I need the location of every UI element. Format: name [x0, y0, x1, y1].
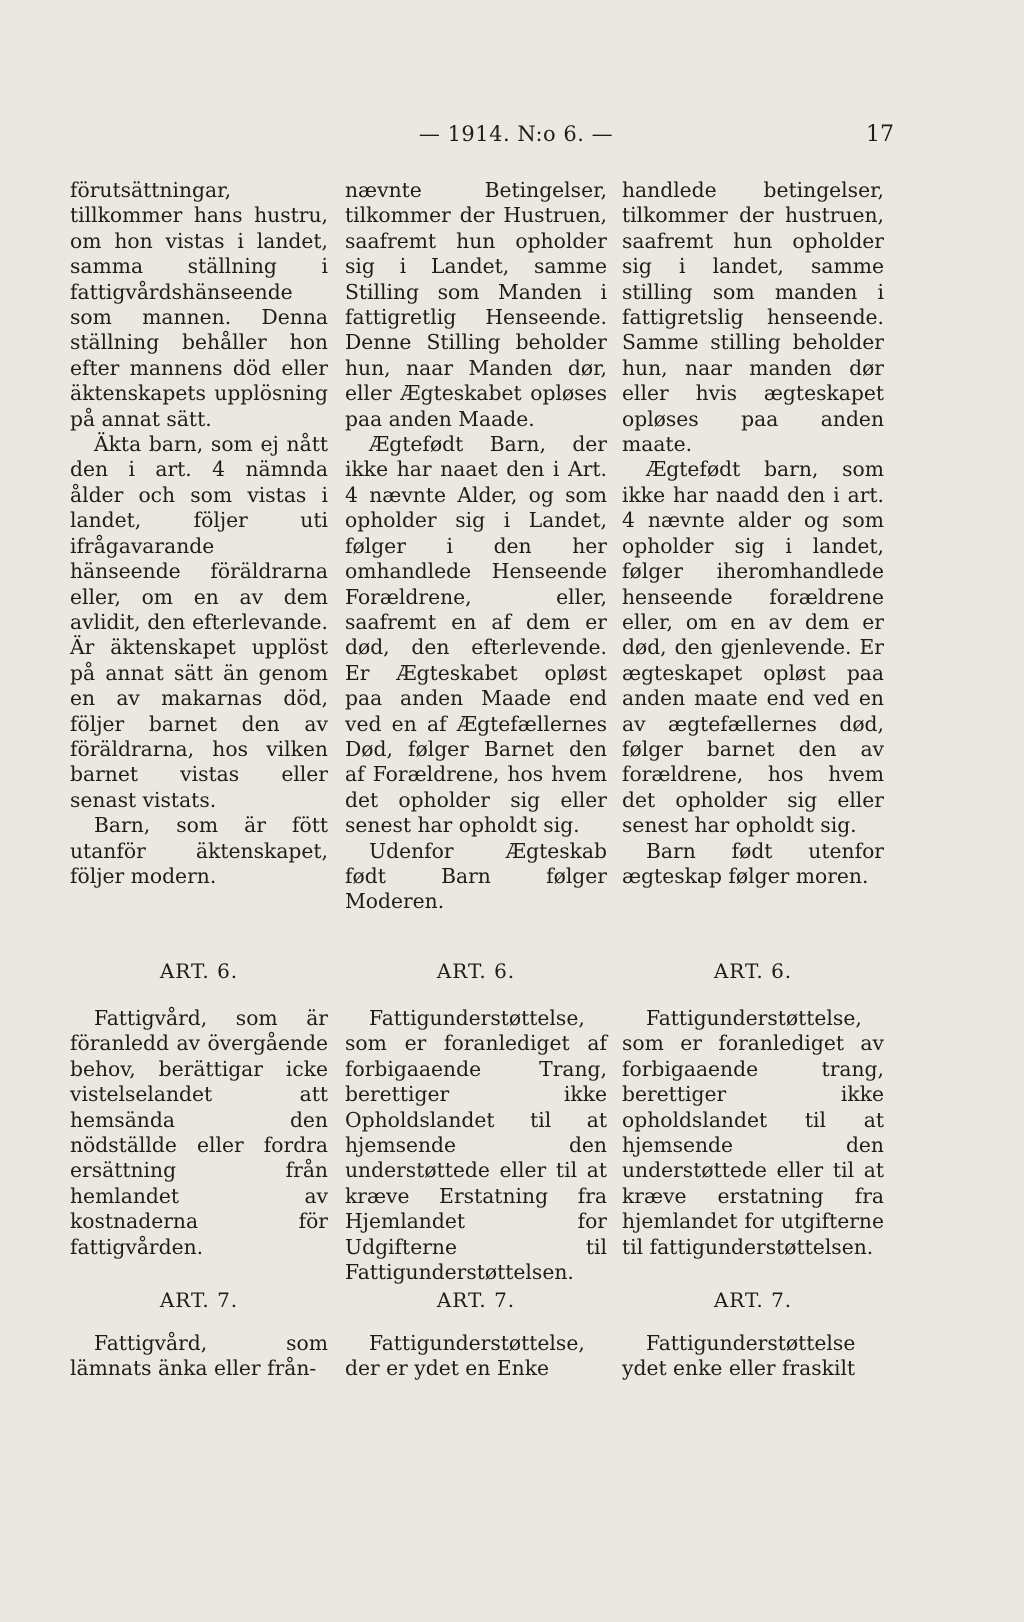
- intro-text: [345, 178, 607, 915]
- article-heading: ART. 6.: [713, 959, 793, 983]
- article-6: [345, 959, 607, 1285]
- article-7: [70, 1288, 328, 1382]
- page-header: [60, 122, 894, 162]
- column-norwegian: [622, 178, 884, 1381]
- paragraph: Barn, som är fött utanför äktenskapet, följer modern.: [70, 813, 328, 888]
- article-7: [622, 1288, 884, 1382]
- running-head: — 1914. N:o 6. —: [418, 122, 614, 146]
- article-6: [70, 959, 328, 1260]
- column-danish: [345, 178, 607, 1381]
- paragraph: Fattigunderstøttelse, som er foranlediget af forbigaaende Trang, berettiger ikke Opholdslandet til at hjemsende den understøttede eller til at kræve Erstatning fra Hjemlandet for Udgifterne til Fattigunderstøttelsen.: [345, 1006, 607, 1285]
- paragraph: förutsättningar, tillkommer hans hustru, om hon vistas i landet, samma ställning i fattigvårdshänseende som mannen. Denna ställning behåller hon efter mannens död eller äktenskapets upplösning på annat sätt.: [70, 178, 328, 431]
- paragraph: Ægtefødt Barn, der ikke har naaet den i Art. 4 nævnte Alder, og som opholder sig i Landet, følger i den her omhandlede Henseende Forældrene, eller, saafremt en af dem er død, den efterlevende. Er Ægteskabet opløst paa anden Maade end ved en af Ægtefællernes Død, følger Barnet den af Forældrene, hos hvem det opholder sig eller senest har opholdt sig.: [345, 432, 607, 838]
- paragraph: handlede betingelser, tilkommer der hustruen, saafremt hun opholder sig i landet, samme stilling som manden i fattigretslig henseende. Samme stilling beholder hun, naar manden dør eller hvis ægteskapet opløses paa anden maate.: [622, 178, 884, 457]
- column-swedish: [70, 178, 328, 1381]
- intro-text: [622, 178, 884, 889]
- intro-text: [70, 178, 328, 889]
- paragraph: Ægtefødt barn, som ikke har naadd den i art. 4 nævnte alder og som opholder sig i landet, følger iheromhandlede henseende forældrene eller, om en av dem er død, den gjenlevende. Er ægteskapet opløst paa anden maate end ved en av ægtefællernes død, følger barnet den av forældrene, hos hvem det opholder sig eller senest har opholdt sig.: [622, 457, 884, 838]
- article-6: [622, 959, 884, 1260]
- paragraph: Fattigunderstøttelse, der er ydet en Enke: [345, 1331, 585, 1381]
- article-heading: ART. 7.: [159, 1288, 239, 1312]
- article-7: [345, 1288, 607, 1382]
- paragraph: Äkta barn, som ej nått den i art. 4 nämnda ålder och som vistas i landet, följer uti ifrågavarande hänseende föräldrarna eller, om en av dem avlidit, den efterlevande. Är äktenskapet upplöst på annat sätt än genom en av makarnas död, följer barnet den av föräldrarna, hos vilken barnet vistas eller senast vistats.: [70, 432, 328, 812]
- article-heading: ART. 6.: [159, 959, 239, 983]
- article-heading: ART. 6.: [436, 959, 516, 983]
- paragraph: Fattigunderstøttelse ydet enke eller fraskilt: [622, 1331, 856, 1381]
- paragraph: Barn født utenfor ægteskap følger moren.: [622, 838, 884, 888]
- paragraph: Fattigvård, som lämnats änka eller från-: [70, 1331, 328, 1381]
- article-heading: ART. 7.: [713, 1288, 793, 1312]
- paragraph: nævnte Betingelser, tilkommer der Hustruen, saafremt hun opholder sig i Landet, samme Stilling som Manden i fattigretlig Henseende. Denne Stilling beholder hun, naar Manden dør, eller Ægteskabet opløses paa anden Maade.: [345, 178, 607, 431]
- paragraph: Fattigunderstøttelse, som er foranlediget av forbigaaende trang, berettiger ikke opholdslandet til at hjemsende den understøttede eller til at kræve erstatning fra hjemlandet for utgifterne til fattigunderstøttelsen.: [622, 1006, 884, 1259]
- article-heading: ART. 7.: [436, 1288, 516, 1312]
- page-number: 17: [866, 122, 894, 147]
- paragraph: Udenfor Ægteskab født Barn følger Moderen.: [345, 838, 607, 914]
- paragraph: Fattigvård, som är föranledd av övergående behov, berättigar icke vistelselandet att hemsända den nödställde eller fordra ersättning från hemlandet av kostnaderna för fattigvården.: [70, 1006, 328, 1259]
